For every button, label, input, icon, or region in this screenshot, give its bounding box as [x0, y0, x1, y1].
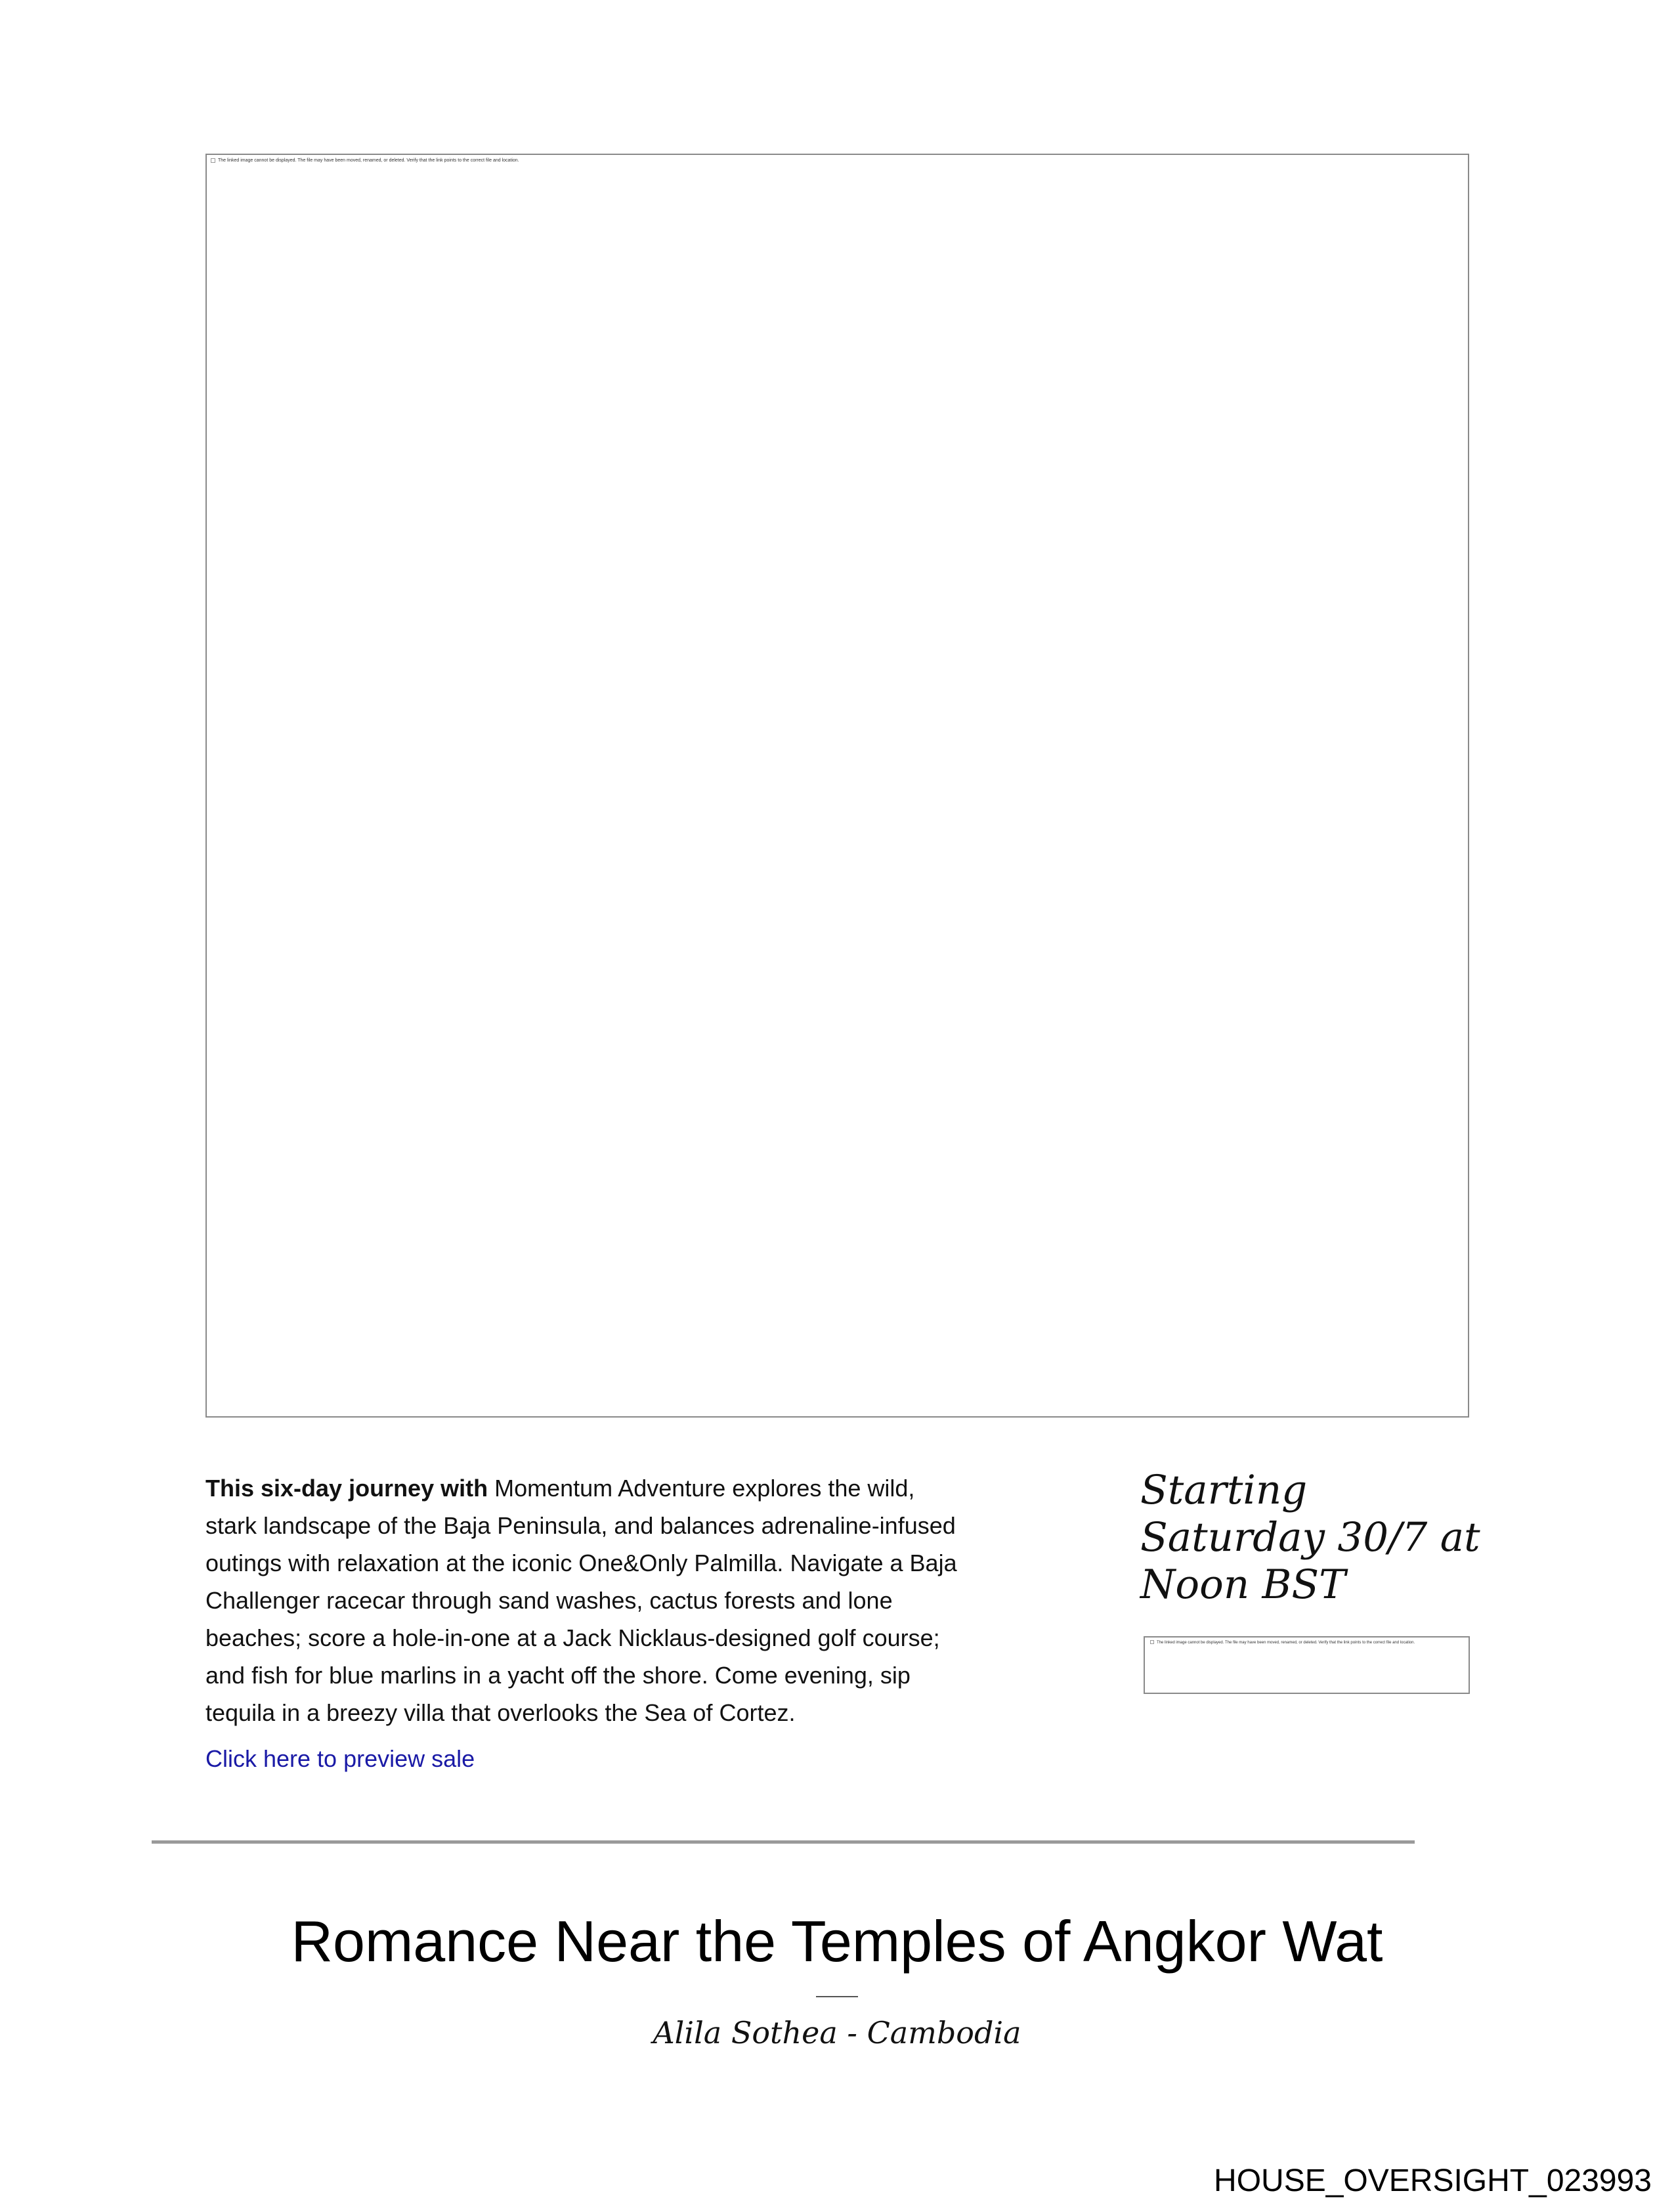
article-line-2: stark landscape of the Baja Peninsula, and balances adrenaline-infused [205, 1512, 956, 1539]
sale-start-line-3: Noon BST [1140, 1561, 1346, 1608]
document-id: HOUSE_OVERSIGHT_023993 [1214, 2163, 1652, 2198]
small-image-placeholder [1144, 1636, 1470, 1694]
preview-sale-link[interactable]: Click here to preview sale [205, 1745, 475, 1772]
title-underline [816, 1996, 858, 1997]
broken-image-text: The linked image cannot be displayed. The file may have been moved, renamed, or deleted. Verify that the link points to the correct file and location. [218, 158, 519, 163]
article-line-4: Challenger racecar through sand washes, cactus forests and lone [205, 1587, 893, 1614]
small-broken-image-note [1150, 1640, 1415, 1645]
sale-start-line-2: Saturday 30/7 at [1140, 1514, 1480, 1561]
article-description [205, 1469, 1013, 1731]
article-line-6: and fish for blue marlins in a yacht off the shore. Come evening, sip [205, 1662, 911, 1689]
section-subtitle: Alila Sothea - Cambodia [653, 2015, 1021, 2050]
article-line-5: beaches; score a hole-in-one at a Jack Nicklaus-designed golf course; [205, 1624, 940, 1651]
broken-image-icon [211, 158, 215, 163]
section-divider [152, 1840, 1415, 1844]
article-line-1: This six-day journey with Momentum Adventure explores the wild, [205, 1475, 915, 1502]
broken-image-note [211, 158, 519, 163]
article-line-3: outings with relaxation at the iconic One&Only Palmilla. Navigate a Baja [205, 1550, 957, 1576]
broken-image-icon [1150, 1640, 1154, 1644]
small-broken-image-text: The linked image cannot be displayed. The file may have been moved, renamed, or deleted. Verify that the link points to the correct file and location. [1157, 1641, 1415, 1645]
section-title: Romance Near the Temples of Angkor Wat [291, 1909, 1383, 1974]
sale-start-line-1: Starting [1140, 1467, 1308, 1513]
article-lead: This six-day journey with [205, 1475, 488, 1502]
article-line-7: tequila in a breezy villa that overlooks the Sea of Cortez. [205, 1699, 796, 1726]
hero-image-placeholder [205, 154, 1469, 1418]
sale-start-heading [1140, 1467, 1482, 1609]
